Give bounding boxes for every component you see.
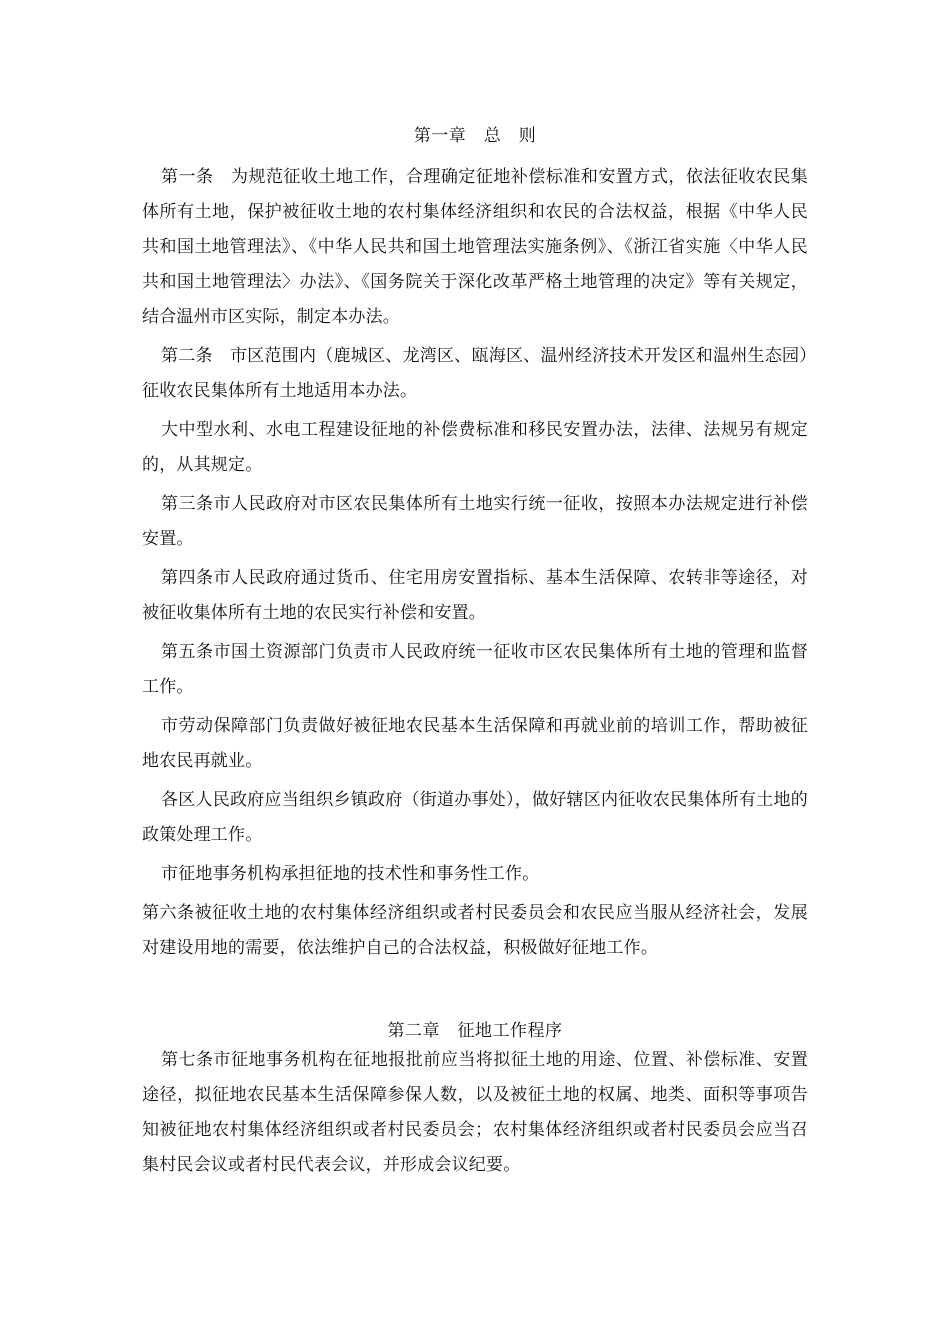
- chapter-2-title: 第二章 征地工作程序: [387, 1021, 563, 1041]
- article-5-paragraph: 第五条市国土资源部门负责市人民政府统一征收市区农民集体所有土地的管理和监督工作。: [142, 642, 808, 697]
- article-2-paragraph: 第二条 市区范围内（鹿城区、龙湾区、瓯海区、温州经济技术开发区和温州生态园）征收农民集体所有土地适用本办法。: [142, 346, 808, 401]
- article-2-clause-paragraph: 大中型水利、水电工程建设征地的补偿费标准和移民安置办法，法律、法规另有规定的，从其规定。: [142, 420, 808, 475]
- chapter-1-body: [142, 160, 808, 970]
- article-5-labor-paragraph: 市劳动保障部门负责做好被征地农民基本生活保障和再就业前的培训工作，帮助被征地农民再就业。: [142, 716, 808, 771]
- article-1-paragraph: 第一条 为规范征收土地工作，合理确定征地补偿标准和安置方式，依法征收农民集体所有土地，保护被征收土地的农村集体经济组织和农民的合法权益，根据《中华人民共和国土地管理法》、《中华人民共和国土地管理法实施条例》、《浙江省实施〈中华人民共和国土地管理法〉办法》、《国务院关于深化改革严格土地管理的决定》等有关规定，结合温州市区实际，制定本办法。: [142, 167, 808, 327]
- chapter-2-body: [142, 1043, 808, 1187]
- article-5-district-paragraph: 各区人民政府应当组织乡镇政府（街道办事处），做好辖区内征收农民集体所有土地的政策处理工作。: [142, 790, 808, 845]
- article-7-paragraph: 第七条市征地事务机构在征地报批前应当将拟征土地的用途、位置、补偿标准、安置途径，拟征地农民基本生活保障参保人数，以及被征土地的权属、地类、面积等事项告知被征地农村集体经济组织或者村民委员会；农村集体经济组织或者村民委员会应当召集村民会议或者村民代表会议，并形成会议纪要。: [142, 1050, 808, 1175]
- chapter-1-title: 第一章 总 则: [413, 126, 537, 146]
- article-3-paragraph: 第三条市人民政府对市区农民集体所有土地实行统一征收，按照本办法规定进行补偿安置。: [142, 494, 808, 549]
- article-6-paragraph: 第六条被征收土地的农村集体经济组织或者村民委员会和农民应当服从经济社会，发展对建设用地的需要，依法维护自己的合法权益，积极做好征地工作。: [142, 903, 808, 958]
- article-4-paragraph: 第四条市人民政府通过货币、住宅用房安置指标、基本生活保障、农转非等途径，对被征收集体所有土地的农民实行补偿和安置。: [142, 568, 808, 623]
- article-5-agency-paragraph: 市征地事务机构承担征地的技术性和事务性工作。: [161, 864, 540, 884]
